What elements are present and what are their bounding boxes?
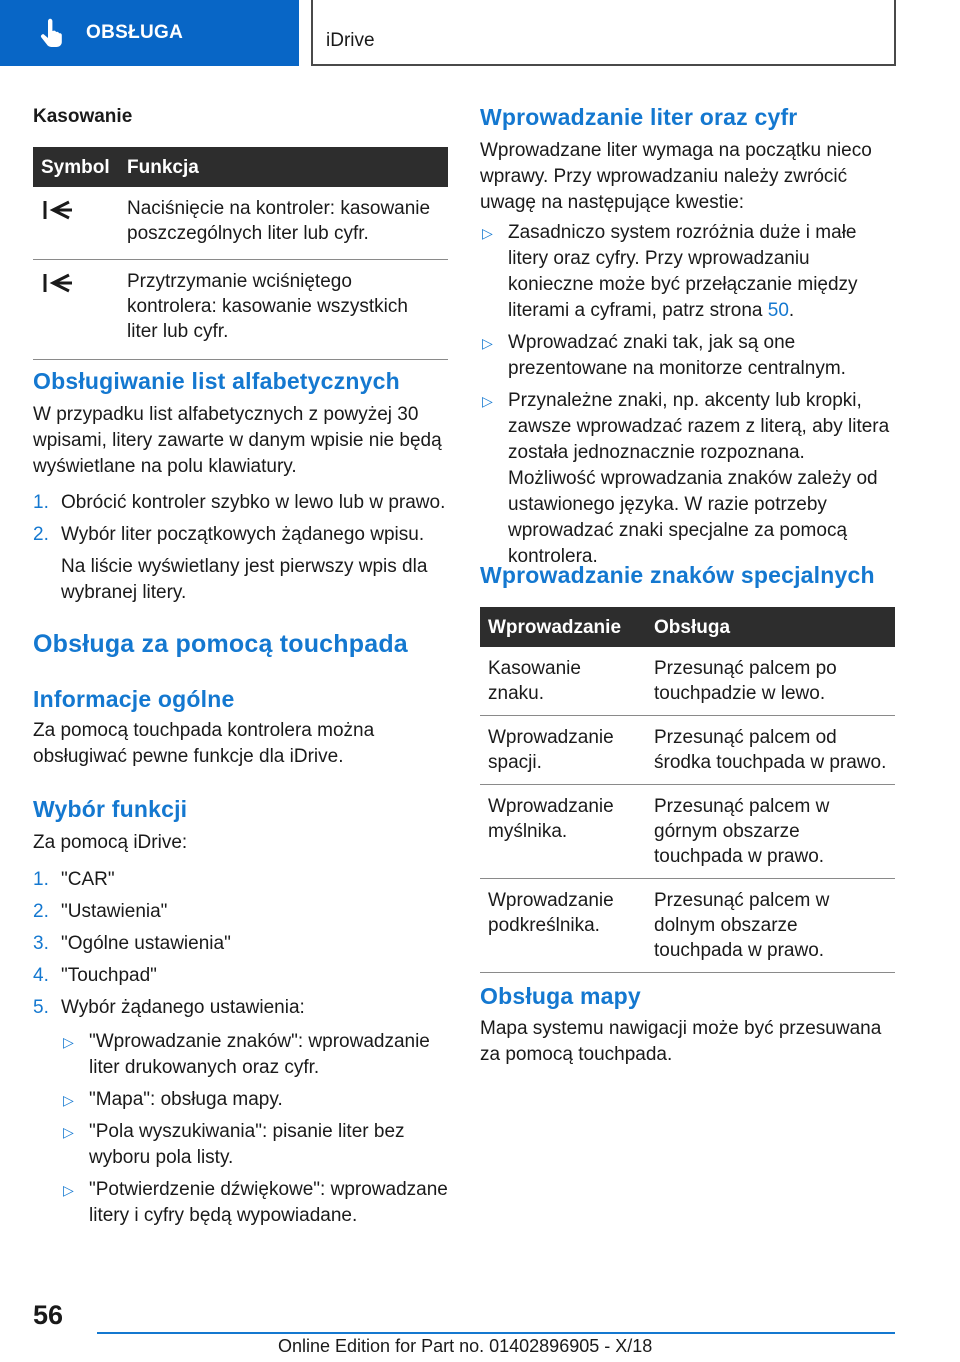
table-header-input: Wprowadzanie: [480, 607, 646, 647]
special-heading: Wprowadzanie znaków specjalnych: [480, 562, 875, 588]
func-steps: [33, 867, 448, 1021]
triangle-bullet-icon: ▷: [63, 1034, 74, 1050]
list-item: ▷ "Pola wyszukiwania": pisanie liter bez wyboru pola listy.: [63, 1121, 405, 1168]
table-cell: Wprowadzanie podkreślnika.: [480, 879, 646, 973]
hand-pointer-icon: [38, 18, 66, 48]
table-cell: Przesunąć palcem w górnym obszarze touchpada w prawo.: [646, 785, 895, 879]
page-link[interactable]: 50: [767, 300, 789, 321]
table-cell: Wprowadzanie spacji.: [480, 716, 646, 785]
table-row: [33, 187, 448, 260]
table-cell: Przytrzymanie wciśniętego kontrolera: kasowanie wszystkich liter lub cyfr.: [119, 260, 448, 360]
list-item: ▷ "Mapa": obsługa mapy.: [61, 1087, 451, 1113]
func-intro: Za pomocą iDrive:: [33, 832, 188, 853]
triangle-bullet-icon: ▷: [63, 1124, 74, 1140]
map-heading: Obsługa mapy: [480, 983, 641, 1009]
map-text: Mapa systemu nawigacji może być przesuwana za pomocą touchpada.: [480, 1018, 882, 1065]
table-row: [33, 260, 448, 360]
kasowanie-heading: Kasowanie: [33, 106, 133, 127]
list-item: 1. "CAR": [33, 869, 115, 890]
table-row: [480, 647, 895, 716]
table-cell: Przesunąć palcem w dolnym obszarze touchpada w prawo.: [646, 879, 895, 973]
triangle-bullet-icon: ▷: [63, 1182, 74, 1198]
footer-divider: [97, 1332, 895, 1334]
triangle-bullet-icon: ▷: [482, 225, 493, 241]
list-item: 2. Wybór liter początkowych żądanego wpisu.: [33, 524, 425, 545]
footer-edition: Online Edition for Part no. 01402896905 - X/18: [278, 1336, 653, 1356]
list-item: ▷ Przynależne znaki, np. akcenty lub kropki, zawsze wprowadzać razem z literą, aby litera została jednoznacznie rozpoznana. Możliwość wprowadzania znaków zależy od ustawionego języka. W razie potrzeby wprowadzać znaki specjalne za pomocą kontrolera.: [482, 390, 890, 567]
list-item: ▷ Zasadniczo system rozróżnia duże i małe litery oraz cyfry. Przy wprowadzaniu konieczne może być przełączanie między literami a cyframi, patrz strona 50.: [482, 222, 858, 321]
table-row: [480, 716, 895, 785]
section-label: OBSŁUGA: [86, 22, 184, 43]
table-header-funkcja: Funkcja: [119, 147, 448, 187]
table-row: [480, 879, 895, 973]
table-row: [480, 785, 895, 879]
chapter-label: iDrive: [326, 30, 375, 51]
table-cell: Naciśnięcie na kontroler: kasowanie poszczególnych liter lub cyfr.: [119, 187, 448, 260]
special-table: [480, 607, 895, 973]
input-text: Wprowadzane liter wymaga na początku nieco wprawy. Przy wprowadzaniu należy zwrócić uwagę na następujące kwestie:: [480, 140, 872, 213]
func-bullets: [61, 1029, 451, 1229]
section-tab: [0, 0, 299, 66]
triangle-bullet-icon: ▷: [482, 393, 493, 409]
table-header-action: Obsługa: [646, 607, 895, 647]
list-item: ▷ "Wprowadzanie znaków": wprowadzanie liter drukowanych oraz cyfr.: [63, 1031, 430, 1078]
alpha-steps: [33, 490, 453, 548]
alpha-note: Na liście wyświetlany jest pierwszy wpis dla wybranej litery.: [61, 556, 428, 603]
input-bullets: [480, 220, 895, 570]
table-cell: Kasowanie znaku.: [480, 647, 646, 716]
alpha-text: W przypadku list alfabetycznych z powyżej 30 wpisami, litery zawarte w danym wpisie nie będą wyświetlane na polu klawiatury.: [33, 404, 442, 477]
touchpad-heading: Obsługa za pomocą touchpada: [33, 630, 408, 658]
list-item: ▷ Wprowadzać znaki tak, jak są one prezentowane na monitorze centralnym.: [482, 332, 846, 379]
list-item: 3. "Ogólne ustawienia": [33, 933, 231, 954]
list-item: 1. Obrócić kontroler szybko w lewo lub w prawo.: [33, 492, 446, 513]
general-heading: Informacje ogólne: [33, 686, 235, 712]
triangle-bullet-icon: ▷: [482, 335, 493, 351]
table-cell: Przesunąć palcem od środka touchpada w prawo.: [646, 716, 895, 785]
func-heading: Wybór funkcji: [33, 796, 188, 822]
table-cell: Wprowadzanie myślnika.: [480, 785, 646, 879]
chapter-header: [311, 0, 896, 66]
list-item: 4. "Touchpad": [33, 965, 157, 986]
delete-icon: [41, 278, 75, 299]
page-number: 56: [33, 1300, 64, 1330]
table-header-symbol: Symbol: [33, 147, 119, 187]
list-item: 5. Wybór żądanego ustawienia:: [33, 997, 305, 1018]
delete-icon: [41, 205, 75, 226]
general-text: Za pomocą touchpada kontrolera można obsługiwać pewne funkcje dla iDrive.: [33, 720, 375, 767]
triangle-bullet-icon: ▷: [63, 1092, 74, 1108]
table-cell: Przesunąć palcem po touchpadzie w lewo.: [646, 647, 895, 716]
list-item: ▷ "Potwierdzenie dźwiękowe": wprowadzane litery i cyfry będą wypowiadane.: [63, 1179, 448, 1226]
alpha-heading: Obsługiwanie list alfabetycznych: [33, 368, 400, 394]
input-heading: Wprowadzanie liter oraz cyfr: [480, 104, 798, 130]
delete-table: [33, 147, 448, 360]
list-item: 2. "Ustawienia": [33, 901, 168, 922]
